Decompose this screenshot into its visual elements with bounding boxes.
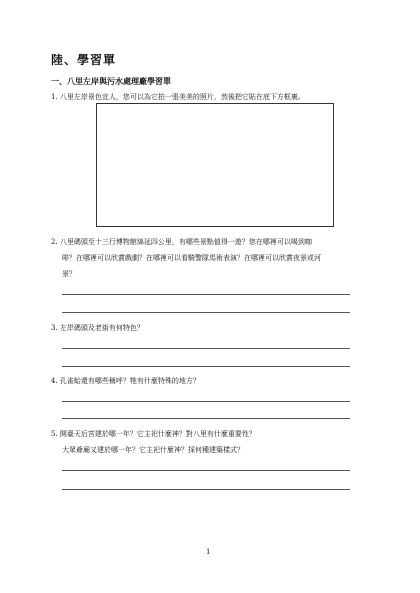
answer-line-3b[interactable] <box>62 366 350 367</box>
question-2-line-2: 啡？在哪裡可以欣賞戲劇？在哪裡可以看騎警隊馬術表演？在哪裡可以欣賞夜景或河 <box>62 254 321 262</box>
answer-line-4a[interactable] <box>62 401 350 402</box>
answer-line-5a[interactable] <box>62 470 350 471</box>
photo-box[interactable] <box>96 103 334 227</box>
page-title: 陸、學習單 <box>51 53 117 67</box>
answer-line-5b[interactable] <box>62 489 350 490</box>
answer-line-4b[interactable] <box>62 418 350 419</box>
question-4: 4. 孔雀蛤還有哪些稱呼？牠有什麼特殊的地方？ <box>51 377 200 385</box>
question-5-line-1: 5. 開臺天后宮建於哪一年？它主祀什麼神？對八里有什麼重要性？ <box>51 430 256 438</box>
answer-line-2a[interactable] <box>62 294 350 295</box>
question-3: 3. 左岸碼頭及老街有何特色？ <box>51 324 144 332</box>
question-5-line-2: 大眾爺廟又建於哪一年？它主祀什麼神？採何種建築樣式？ <box>62 446 244 454</box>
question-2-line-1: 2. 八里碼頭至十三行博物館綿延四公里，有哪些景點值得一遊？您在哪裡可以喝到咖 <box>51 238 312 246</box>
page-number: 1 <box>206 548 211 556</box>
question-1: 1. 八里左岸景色宜人，您可以為它拍一張美美的照片，然後把它貼在底下方框裏。 <box>51 93 305 101</box>
section-heading: 一、八里左岸與污水處理廠學習單 <box>51 77 171 86</box>
answer-line-2b[interactable] <box>62 312 350 313</box>
answer-line-3a[interactable] <box>62 348 350 349</box>
question-2-line-3: 景？ <box>62 270 76 278</box>
